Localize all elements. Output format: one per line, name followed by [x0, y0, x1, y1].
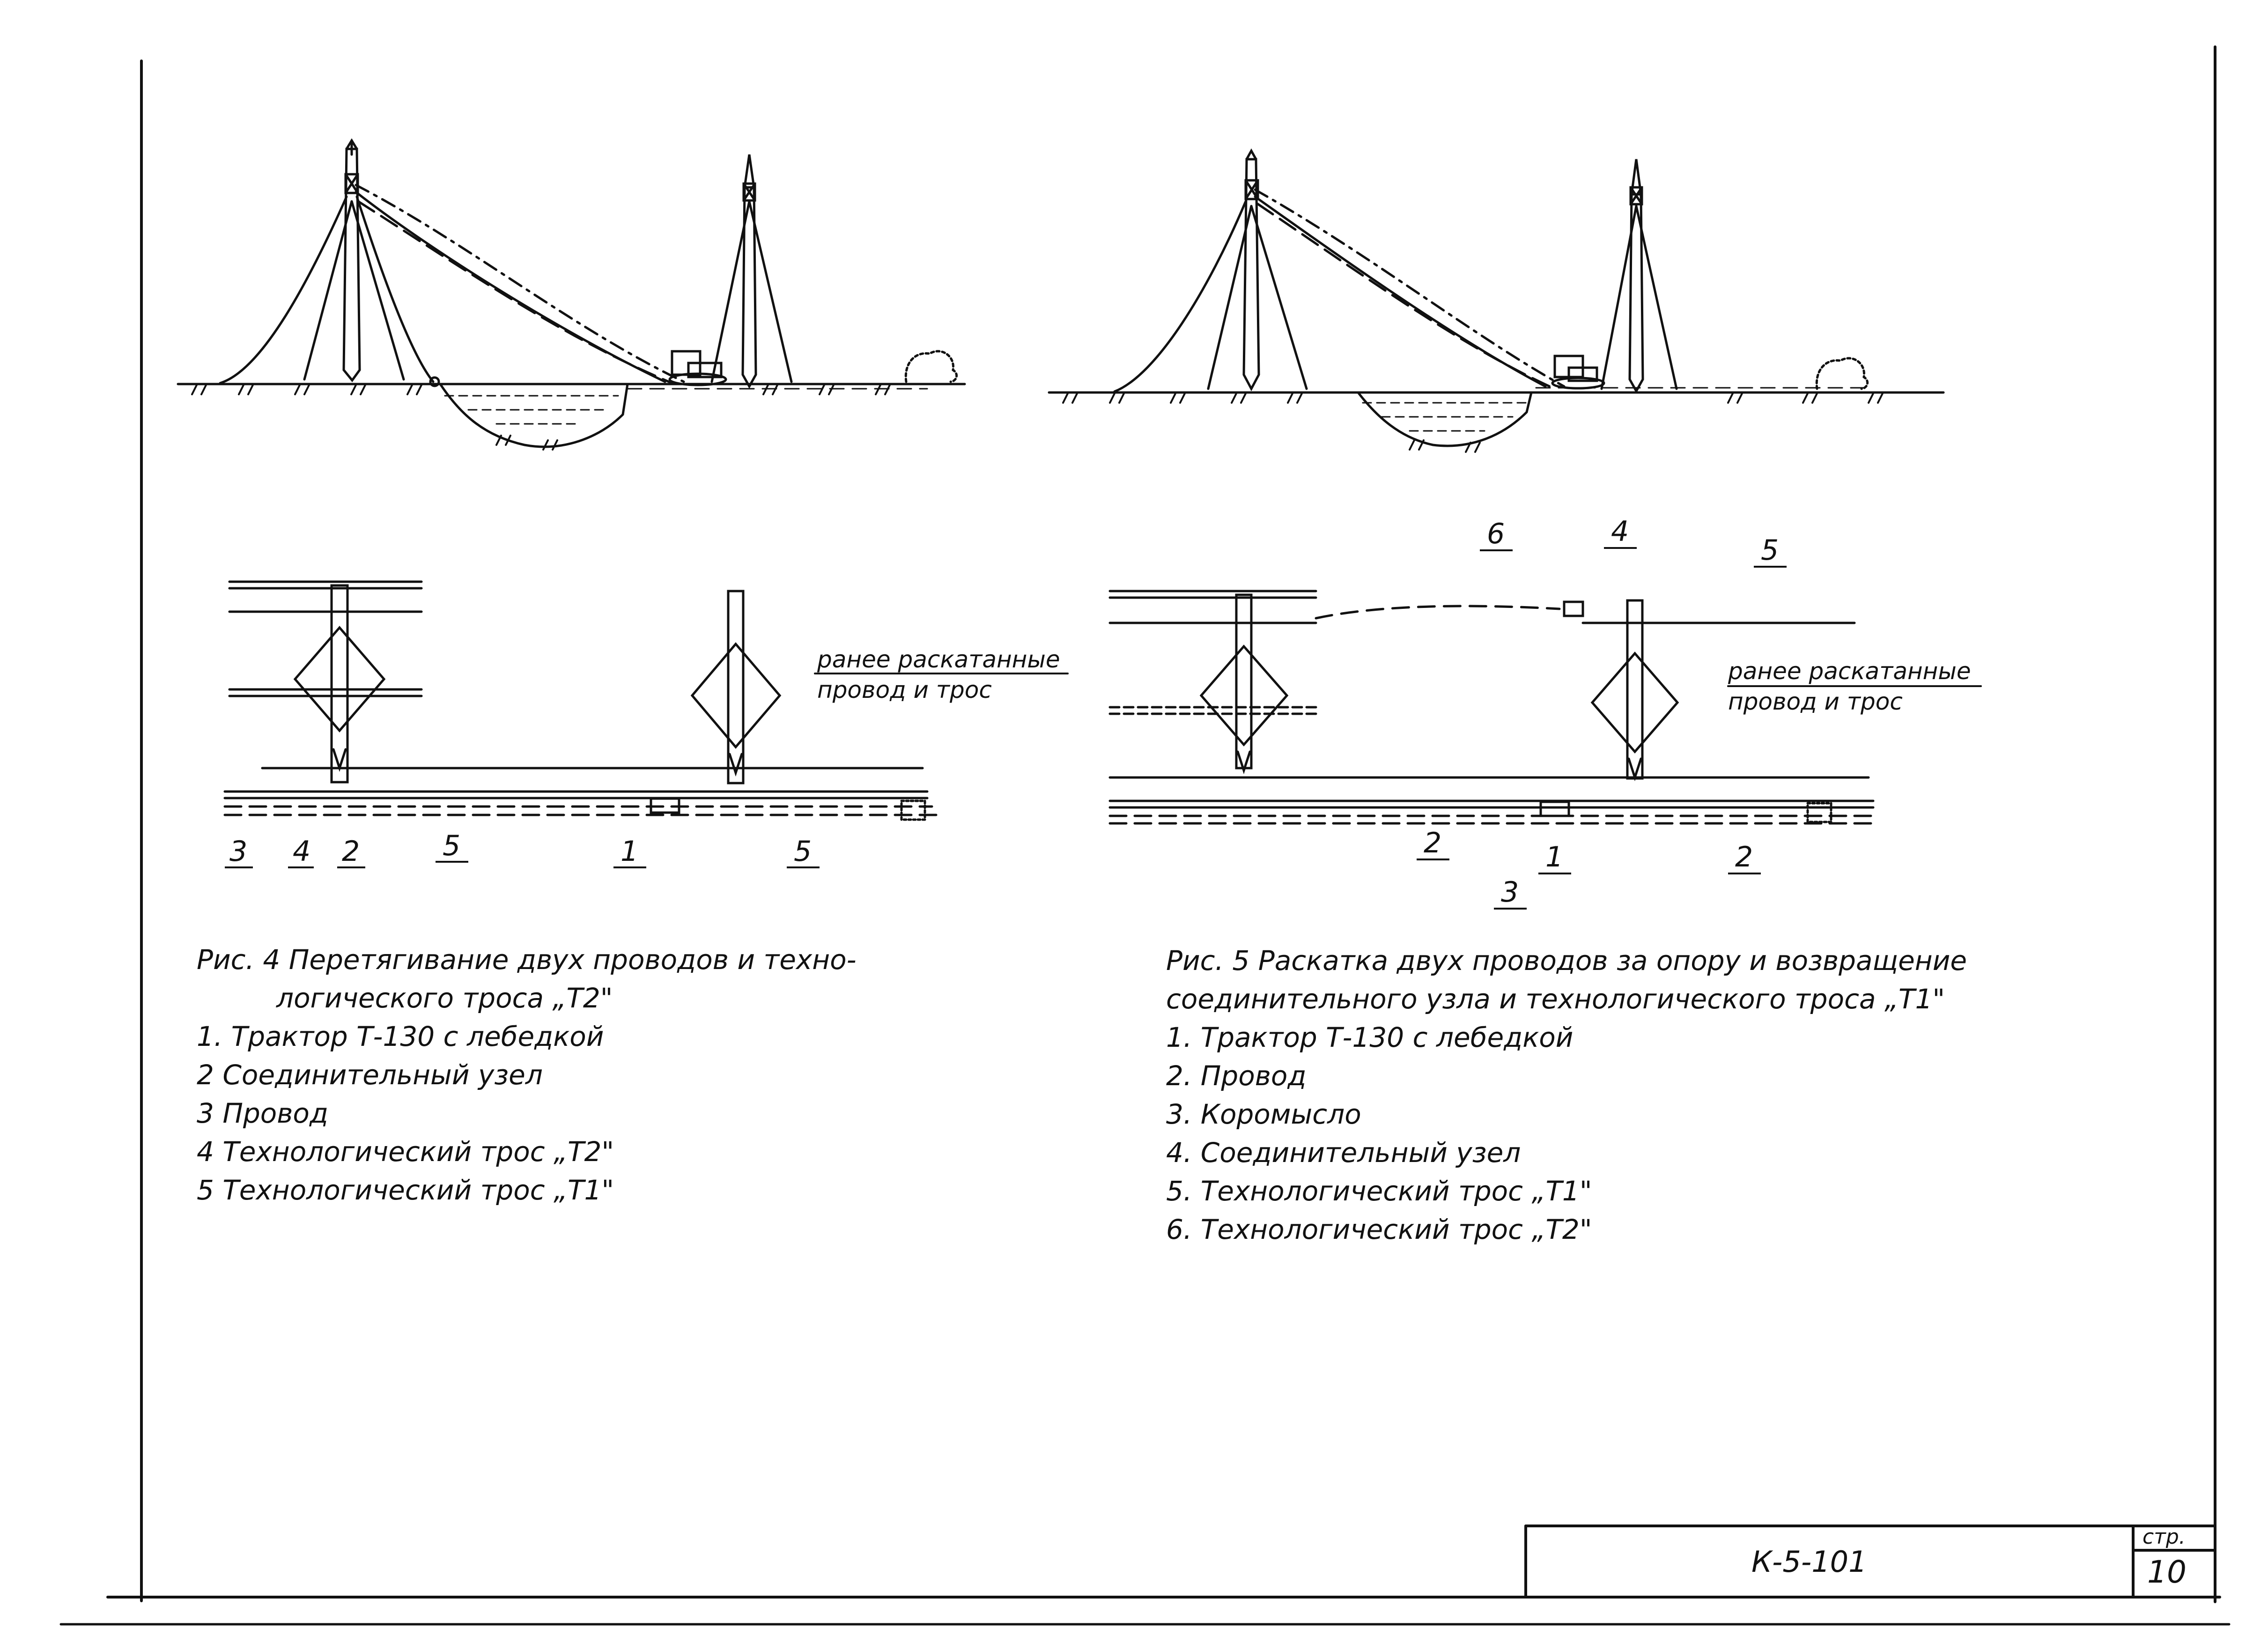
- fig4-note-line1: ранее раскатанные: [817, 646, 1060, 673]
- fig5-top-num: 4: [1611, 515, 1629, 548]
- fig4-legend-item: 4 Технологический трос „Т2": [197, 1136, 614, 1168]
- fig5-note-line2: провод и трос: [1728, 688, 1903, 715]
- fig4-legend-item: 5 Технологический трос „Т1": [197, 1174, 614, 1206]
- fig4-num: 4: [293, 835, 311, 868]
- title-block: [1526, 1526, 2215, 1597]
- fig5-top-num: 5: [1761, 534, 1779, 567]
- fig4-num: 2: [342, 835, 360, 868]
- fig4-number-underlines: [225, 862, 820, 867]
- fig4-caption: [197, 940, 857, 1209]
- fig5-bottom-num: 1: [1545, 841, 1564, 873]
- fig4-caption-title-line2: логического троса „Т2": [276, 982, 613, 1014]
- page-label: стр.: [2142, 1525, 2186, 1549]
- document-code: К-5-101: [1751, 1545, 1867, 1579]
- fig5-legend-item: 6. Технологический трос „Т2": [1166, 1214, 1592, 1245]
- fig5-bottom-num: 2: [1424, 827, 1442, 859]
- fig5-legend-item: 3. Коромысло: [1166, 1098, 1361, 1130]
- fig4-numbers: [229, 829, 812, 868]
- fig5-legend-item: 1. Трактор Т-130 с лебедкой: [1166, 1021, 1574, 1053]
- fig4-num: 3: [229, 835, 248, 868]
- fig4-caption-title-line1: Рис. 4 Перетягивание двух проводов и техно-: [197, 944, 857, 976]
- fig4-legend-item: 1. Трактор Т-130 с лебедкой: [197, 1021, 604, 1052]
- fig5-bottom-num: 2: [1735, 841, 1753, 873]
- fig5-legend-item: 4. Соединительный узел: [1166, 1137, 1521, 1169]
- fig4-num: 1: [621, 835, 639, 868]
- fig4-elevation: [178, 141, 965, 450]
- fig5-elevation: [1049, 151, 1943, 452]
- fig5-caption-title-line1: Рис. 5 Раскатка двух проводов за опору и возвращение: [1166, 945, 1967, 977]
- fig5-number-underlines: [1417, 548, 1787, 909]
- fig5-legend-item: 5. Технологический трос „Т1": [1166, 1175, 1592, 1207]
- fig5-caption-title-line2: соединительного узла и технологического троса „Т1": [1166, 983, 1945, 1015]
- fig4-legend-item: 3 Провод: [197, 1097, 329, 1129]
- fig5-bottom-num: 3: [1501, 876, 1519, 909]
- fig5-note-line1: ранее раскатанные: [1728, 658, 1971, 685]
- fig5-caption: [1166, 941, 1967, 1249]
- page-number: 10: [2147, 1554, 2187, 1590]
- fig4-legend-item: 2 Соединительный узел: [197, 1059, 543, 1091]
- fig5-legend-item: 2. Провод: [1166, 1060, 1307, 1092]
- fig4-note-line2: провод и трос: [817, 676, 992, 703]
- fig4-num: 5: [443, 829, 461, 862]
- fig4-num: 5: [794, 835, 812, 868]
- fig5-top-num: 6: [1487, 518, 1505, 550]
